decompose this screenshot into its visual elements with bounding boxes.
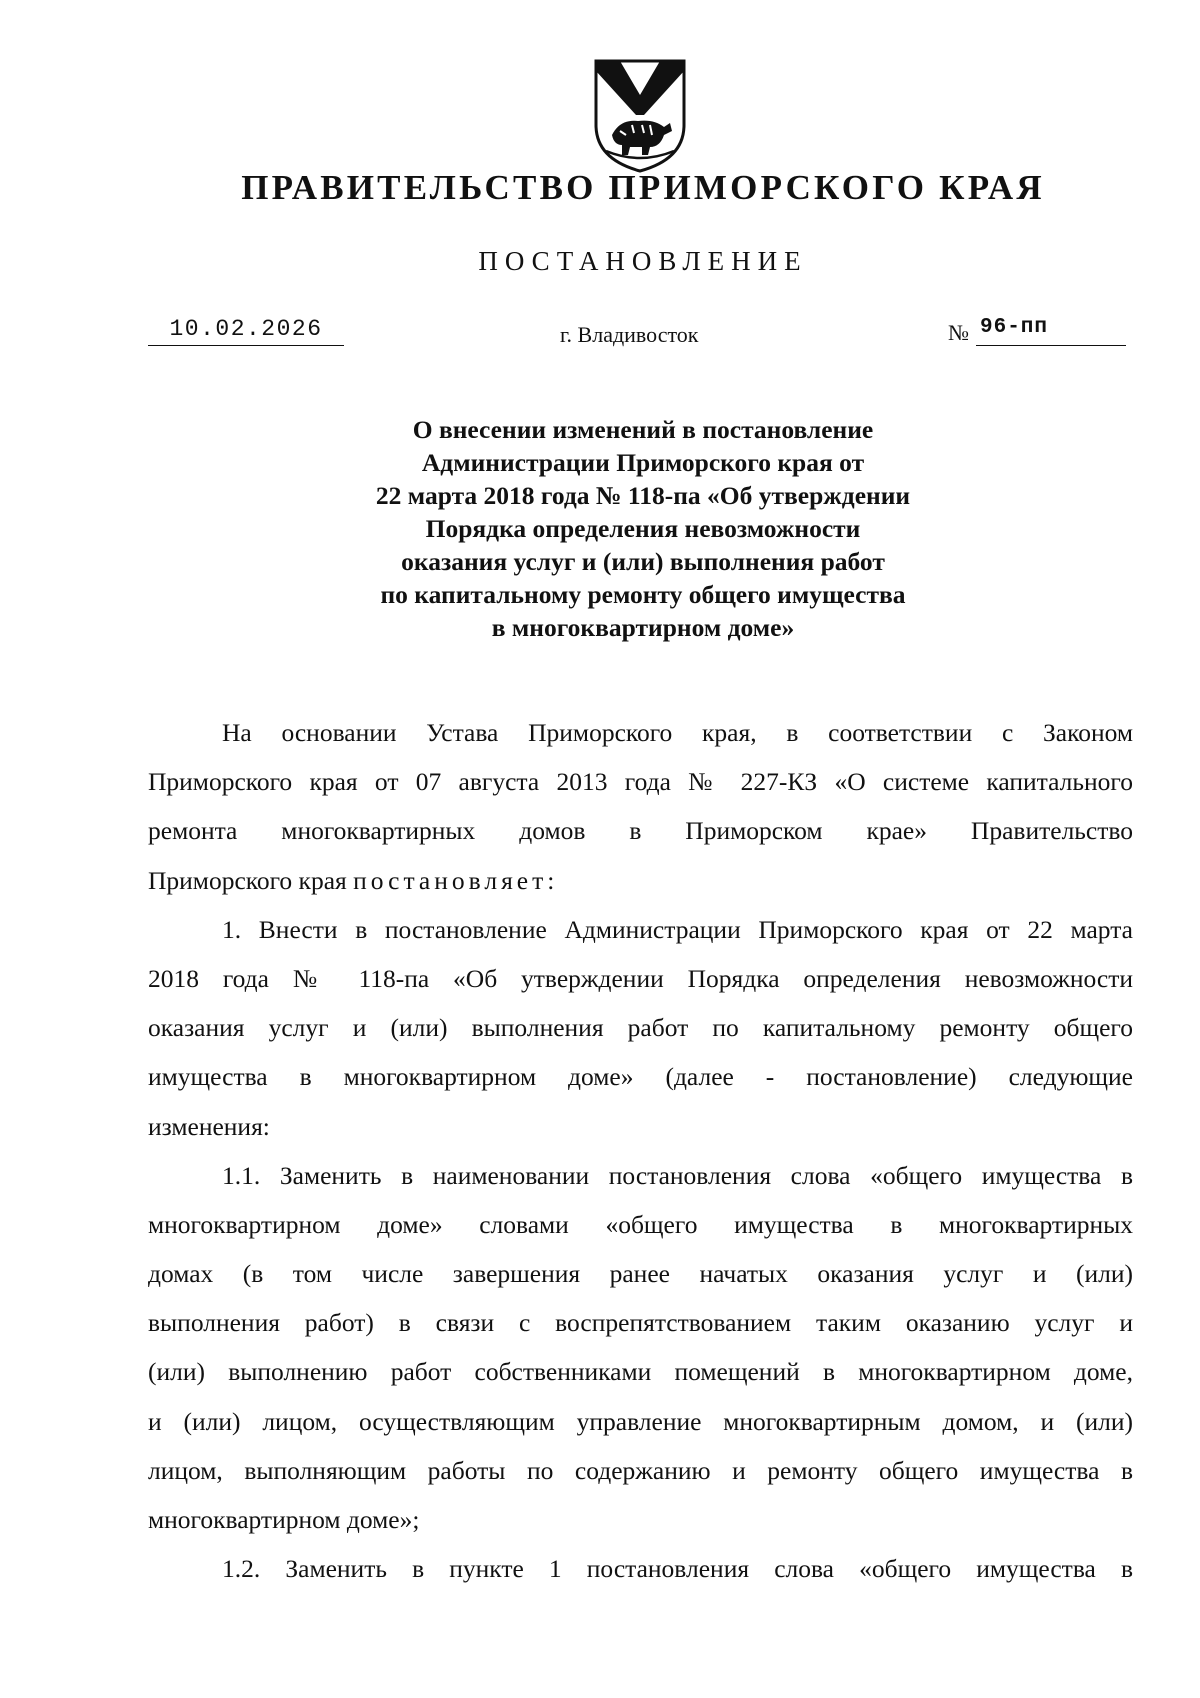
body-line: 1.1. Заменить в наименовании постановления слова «общего имущества в	[222, 1160, 1133, 1190]
body-line: ремонта многоквартирных домов в Приморском крае» Правительство	[148, 816, 1133, 846]
title-line: оказания услуг и (или) выполнения работ	[401, 547, 885, 576]
document-city: г. Владивосток	[560, 322, 699, 347]
body-line: имущества в многоквартирном доме» (далее - постановление) следующие	[148, 1062, 1133, 1092]
document-number: 96-пп	[980, 316, 1049, 339]
document-type: ПОСТАНОВЛЕНИЕ	[478, 246, 808, 276]
body-line	[148, 856, 1133, 905]
body-line: Приморского края от 07 августа 2013 года № 227-КЗ «О системе капитального	[148, 767, 1133, 797]
title-line: 22 марта 2018 года № 118-па «Об утверждении	[375, 481, 911, 510]
item-1-1-paragraph	[148, 1151, 1133, 1545]
resolves-word: постановляет:	[353, 865, 559, 895]
body-line: многоквартирном доме» словами «общего имущества в многоквартирных	[148, 1209, 1133, 1239]
body-line: и (или) лицом, осуществляющим управление многоквартирным домом, и (или)	[148, 1406, 1133, 1436]
body-line: 1.2. Заменить в пункте 1 постановления слова «общего имущества в	[222, 1554, 1133, 1584]
preamble-paragraph	[148, 708, 1133, 905]
body-line: многоквартирном доме»;	[148, 1505, 420, 1534]
date-underline	[148, 345, 344, 346]
body-line: (или) выполнению работ собственниками помещений в многоквартирном доме,	[148, 1357, 1133, 1387]
body-line: выполнения работ) в связи с воспрепятствованием таким оказанию услуг и	[148, 1308, 1133, 1338]
item-1-paragraph	[148, 905, 1133, 1151]
title-line: по капитальному ремонту общего имущества	[380, 580, 906, 609]
body-line: изменения:	[148, 1111, 270, 1141]
title-line: О внесении изменений в постановление	[412, 415, 874, 444]
number-underline	[976, 345, 1126, 346]
document-date: 10.02.2026	[169, 316, 323, 342]
body-line: 2018 года № 118-па «Об утверждении Порядка определения невозможности	[148, 963, 1133, 993]
body-line: оказания услуг и (или) выполнения работ по капитальному ремонту общего	[148, 1013, 1133, 1043]
body-line: 1. Внести в постановление Администрации Приморского края от 22 марта	[222, 914, 1133, 944]
organization-name: ПРАВИТЕЛЬСТВО ПРИМОРСКОГО КРАЯ	[241, 168, 1045, 207]
title-line: Администрации Приморского края от	[421, 448, 865, 477]
document-title	[86, 413, 1200, 644]
number-label: №	[948, 320, 969, 345]
body-line: На основании Устава Приморского края, в соответствии с Законом	[222, 718, 1133, 747]
item-1-2-paragraph	[148, 1544, 1133, 1593]
body-line: лицом, выполняющим работы по содержанию и ремонту общего имущества в	[148, 1455, 1133, 1485]
body-line: домах (в том числе завершения ранее начатых оказания услуг и (или)	[148, 1259, 1133, 1289]
preamble-last-text: Приморского края	[148, 865, 354, 895]
title-line: Порядка определения невозможности	[425, 514, 861, 543]
title-line: в многоквартирном доме»	[491, 613, 795, 642]
coat-of-arms-icon	[590, 55, 690, 175]
document-body	[148, 708, 1133, 1593]
